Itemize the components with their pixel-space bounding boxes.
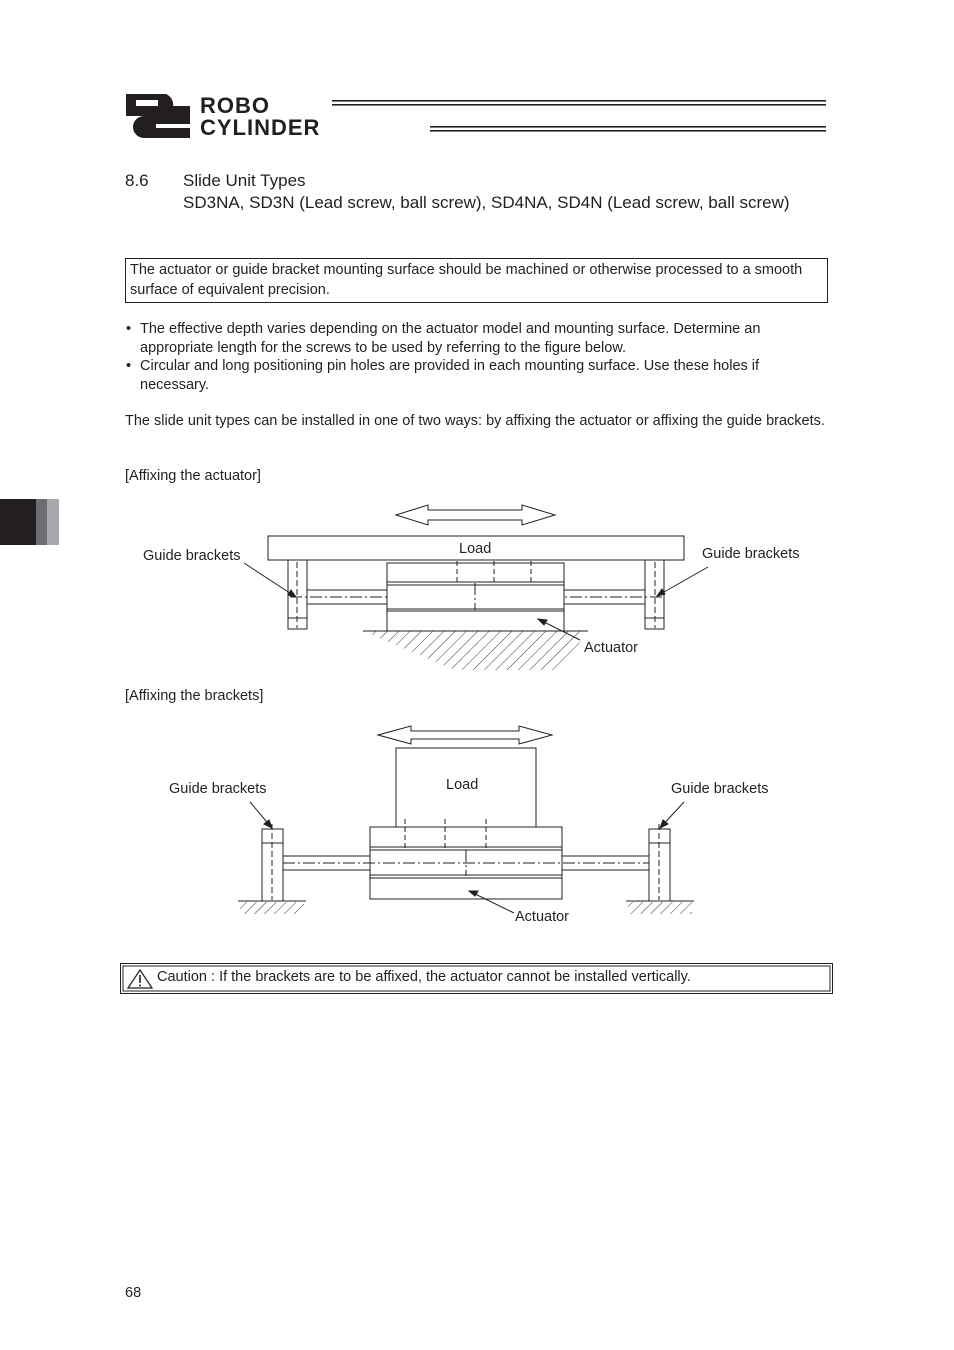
figure1-caption: [Affixing the actuator] (125, 468, 261, 484)
section-number: 8.6 (125, 171, 149, 190)
mounting-notice-box (125, 258, 828, 303)
figure1-load-label: Load (459, 541, 492, 557)
bullet-item (125, 357, 827, 394)
figure1-right-bracket-label: Guide brackets (702, 546, 800, 562)
actuator-body (387, 563, 564, 631)
mounting-notice-text: The actuator or guide bracket mounting surface should be machined or otherwise processed to a smooth surface of equivalent precision. (130, 262, 803, 298)
figure2-diagram (0, 720, 954, 930)
warning-triangle-icon (127, 969, 153, 989)
figure2-left-bracket-label: Guide brackets (169, 781, 267, 797)
caution-text: Caution : If the brackets are to be affixed, the actuator cannot be installed vertically. (157, 969, 691, 985)
figure2-actuator-label: Actuator (515, 909, 569, 925)
chapter-side-tab (0, 499, 59, 545)
logo-cylinder-text: CYLINDER (200, 115, 321, 140)
figure1-actuator-label: Actuator (584, 640, 638, 656)
bullet-item (125, 320, 827, 357)
intro-paragraph: The slide unit types can be installed in one of two ways: by affixing the actuator or affixing the guide brackets. (125, 413, 825, 429)
bullet-text: The effective depth varies depending on the actuator model and mounting surface. Determine an appropriate length for the screws to be used by referring to the figure below. (140, 321, 761, 356)
bullet-list (125, 320, 827, 394)
caution-box (120, 963, 833, 994)
figure2-right-bracket-label: Guide brackets (671, 781, 769, 797)
figure2-load-label: Load (446, 777, 479, 793)
bullet-dot: • (126, 321, 132, 337)
section-title: Slide Unit Types (183, 171, 306, 190)
movement-arrow (378, 726, 552, 744)
figure1-diagram (0, 500, 954, 675)
section-subtitle: SD3NA, SD3N (Lead screw, ball screw), SD4NA, SD4N (Lead screw, ball screw) (183, 193, 790, 212)
figure2-caption: [Affixing the brackets] (125, 688, 264, 704)
page-number: 68 (125, 1285, 142, 1301)
robo-cylinder-logo (124, 92, 826, 140)
movement-arrow (396, 505, 555, 525)
logo-robo-text: ROBO (200, 93, 270, 118)
bullet-text: Circular and long positioning pin holes are provided in each mounting surface. Use these holes if necessary. (140, 358, 760, 393)
figure1-left-bracket-label: Guide brackets (143, 548, 241, 564)
bullet-dot: • (126, 358, 132, 374)
